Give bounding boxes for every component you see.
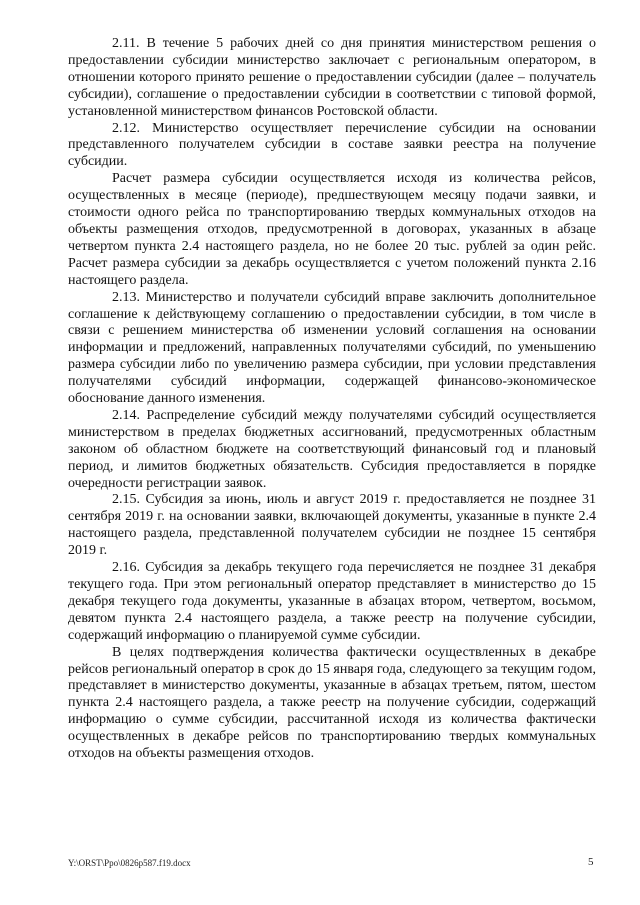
paragraph-2-12: 2.12. Министерство осуществляет перечисление субсидии на основании представленного получателем субсидии в составе заявки реестра на получение субсидии. [68, 120, 596, 170]
paragraph-2-13: 2.13. Министерство и получатели субсидий вправе заключить дополнительное соглашение к действующему соглашению о предоставлении субсидии, в том числе в связи с решением министерства об изменении условий соглашения на основании информации и предложений, направленных получателями субсидий, по уменьшению размера субсидии либо по увеличению размера субсидии, при условии представления получателями субсидий информации, содержащей финансово-экономическое обоснование данного изменения. [68, 289, 596, 407]
paragraph-2-15: 2.15. Субсидия за июнь, июль и август 2019 г. предоставляется не позднее 31 сентября 2019 г. на основании заявки, включающей документы, указанные в пункте 2.4 настоящего раздела, представленной получателем субсидии не позднее 15 сентября 2019 г. [68, 492, 596, 559]
paragraph-2-16: 2.16. Субсидия за декабрь текущего года перечисляется не позднее 31 декабря текущего года. При этом региональный оператор представляет в министерство до 15 декабря текущего года документы, указанные в абзацах втором, четвертом, восьмом, девятом пункта 2.4 настоящего раздела, а также реестр на получение субсидии, содержащий информацию о планируемой сумме субсидии. [68, 560, 596, 643]
paragraph-2-14: 2.14. Распределение субсидий между получателями субсидий осуществляется министерством в пределах бюджетных ассигнований, предусмотренных областным законом об областном бюджете на соответствующий финансовый год и плановый период, и лимитов бюджетных обязательств. Субсидия предоставляется в порядке очередности регистрации заявок. [68, 407, 596, 491]
paragraph-december-confirmation: В целях подтверждения количества фактически осуществленных в декабре рейсов региональный оператор в срок до 15 января года, следующего за текущим годом, представляет в министерство документы, указанные в абзацах третьем, пятом, шестом пункта 2.4 настоящего раздела, а также реестр на получение субсидии, содержащий информацию о сумме субсидии, рассчитанной исходя из количества фактически осуществленных в декабре рейсов по транспортированию твердых коммунальных отходов на объекты размещения отходов. [68, 644, 596, 762]
footer-file-path: Y:\ORST\Ppo\0826p587.f19.docx [68, 858, 191, 868]
paragraph-2-11: 2.11. В течение 5 рабочих дней со дня принятия министерством решения о предоставлении субсидии министерство заключает с региональным оператором, в отношении которого принято решение о предоставлении субсидии (далее – получатель субсидии), соглашение о предоставлении субсидии в соответствии с типовой формой, установленной министерством финансов Ростовской области. [68, 36, 596, 119]
document-body [68, 36, 596, 763]
footer-page-number: 5 [588, 856, 594, 868]
paragraph-calculation: Расчет размера субсидии осуществляется исходя из количества рейсов, осуществленных в месяце (периоде), предшествующем месяцу подачи заявки, и стоимости одного рейса по транспортированию твердых коммунальных отходов на объекты размещения отходов, предусмотренной в договорах, указанных в абзаце четвертом пункта 2.4 настоящего раздела, но не более 20 тыс. рублей за один рейс. Расчет размера субсидии за декабрь осуществляется с учетом положений пункта 2.16 настоящего раздела. [68, 171, 596, 288]
